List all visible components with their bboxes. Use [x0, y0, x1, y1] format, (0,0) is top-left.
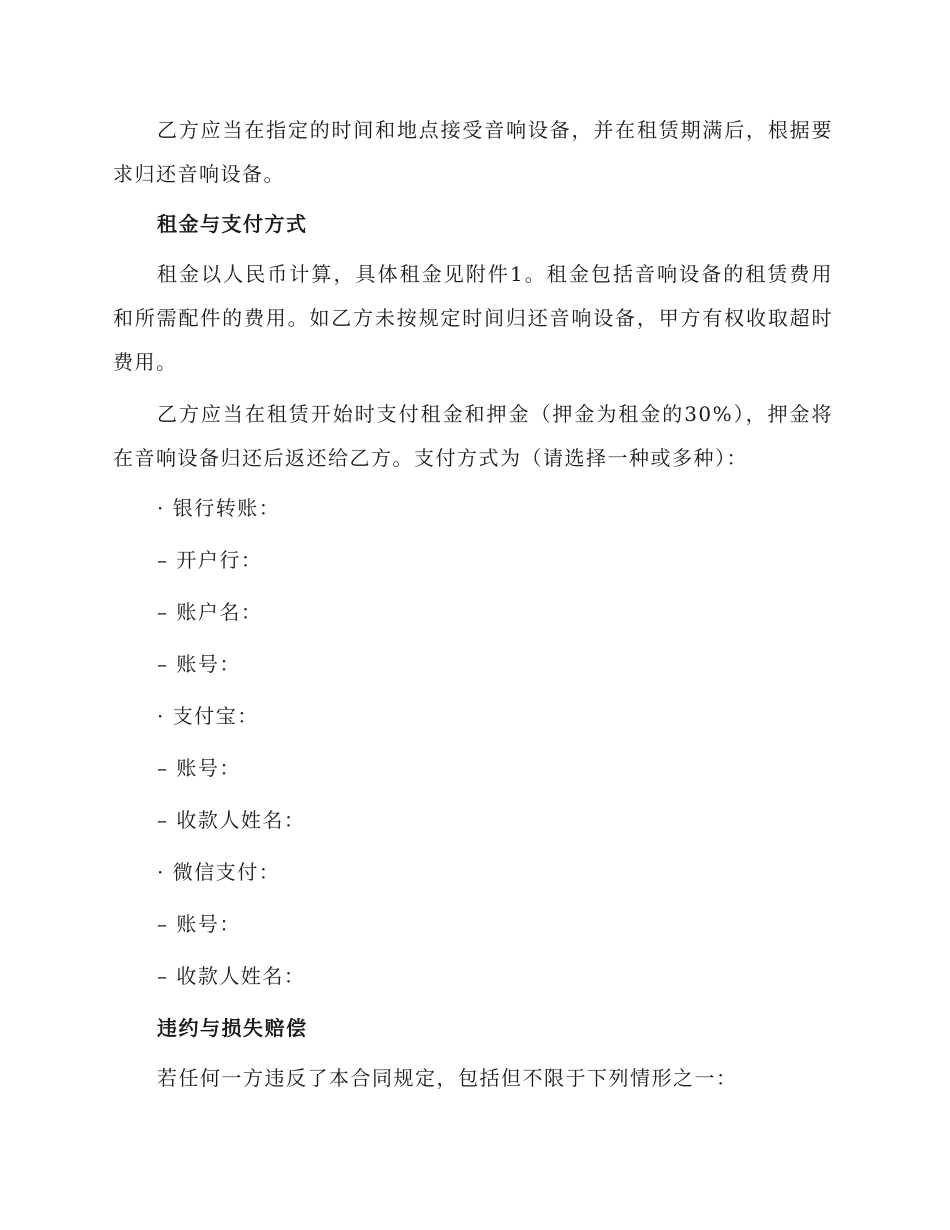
heading-rent-payment: 租金与支付方式: [157, 212, 308, 236]
paragraph-return-equipment: 乙方应当在指定的时间和地点接受音响设备，并在租赁期满后，根据要求归还音响设备。: [113, 118, 833, 186]
payment-method-list: [113, 486, 833, 1006]
list-item-wechat-payee-name: – 收款人姓名：: [157, 964, 306, 988]
list-item-bank-transfer: · 银行转账：: [157, 496, 281, 520]
paragraph-breach-intro: 若任何一方违反了本合同规定，包括但不限于下列情形之一：: [157, 1066, 738, 1090]
list-item-alipay: · 支付宝：: [157, 704, 259, 728]
list-item-bank-account-number: – 账号：: [157, 652, 241, 676]
list-item-wechat-pay: · 微信支付：: [157, 860, 281, 884]
list-item-account-name: – 账户名：: [157, 600, 263, 624]
document-body: [113, 108, 833, 1100]
list-item-wechat-account: – 账号：: [157, 912, 241, 936]
list-item-alipay-account: – 账号：: [157, 756, 241, 780]
heading-breach: 违约与损失赔偿: [157, 1016, 308, 1040]
paragraph-deposit: 乙方应当在租赁开始时支付租金和押金（押金为租金的30%），押金将在音响设备归还后返还给乙方。支付方式为（请选择一种或多种）：: [113, 402, 833, 470]
paragraph-rent-calc: 租金以人民币计算，具体租金见附件1。租金包括音响设备的租赁费用和所需配件的费用。如乙方未按规定时间归还音响设备，甲方有权收取超时费用。: [113, 262, 833, 374]
list-item-bank-name: – 开户行：: [157, 548, 263, 572]
list-item-alipay-payee-name: – 收款人姓名：: [157, 808, 306, 832]
